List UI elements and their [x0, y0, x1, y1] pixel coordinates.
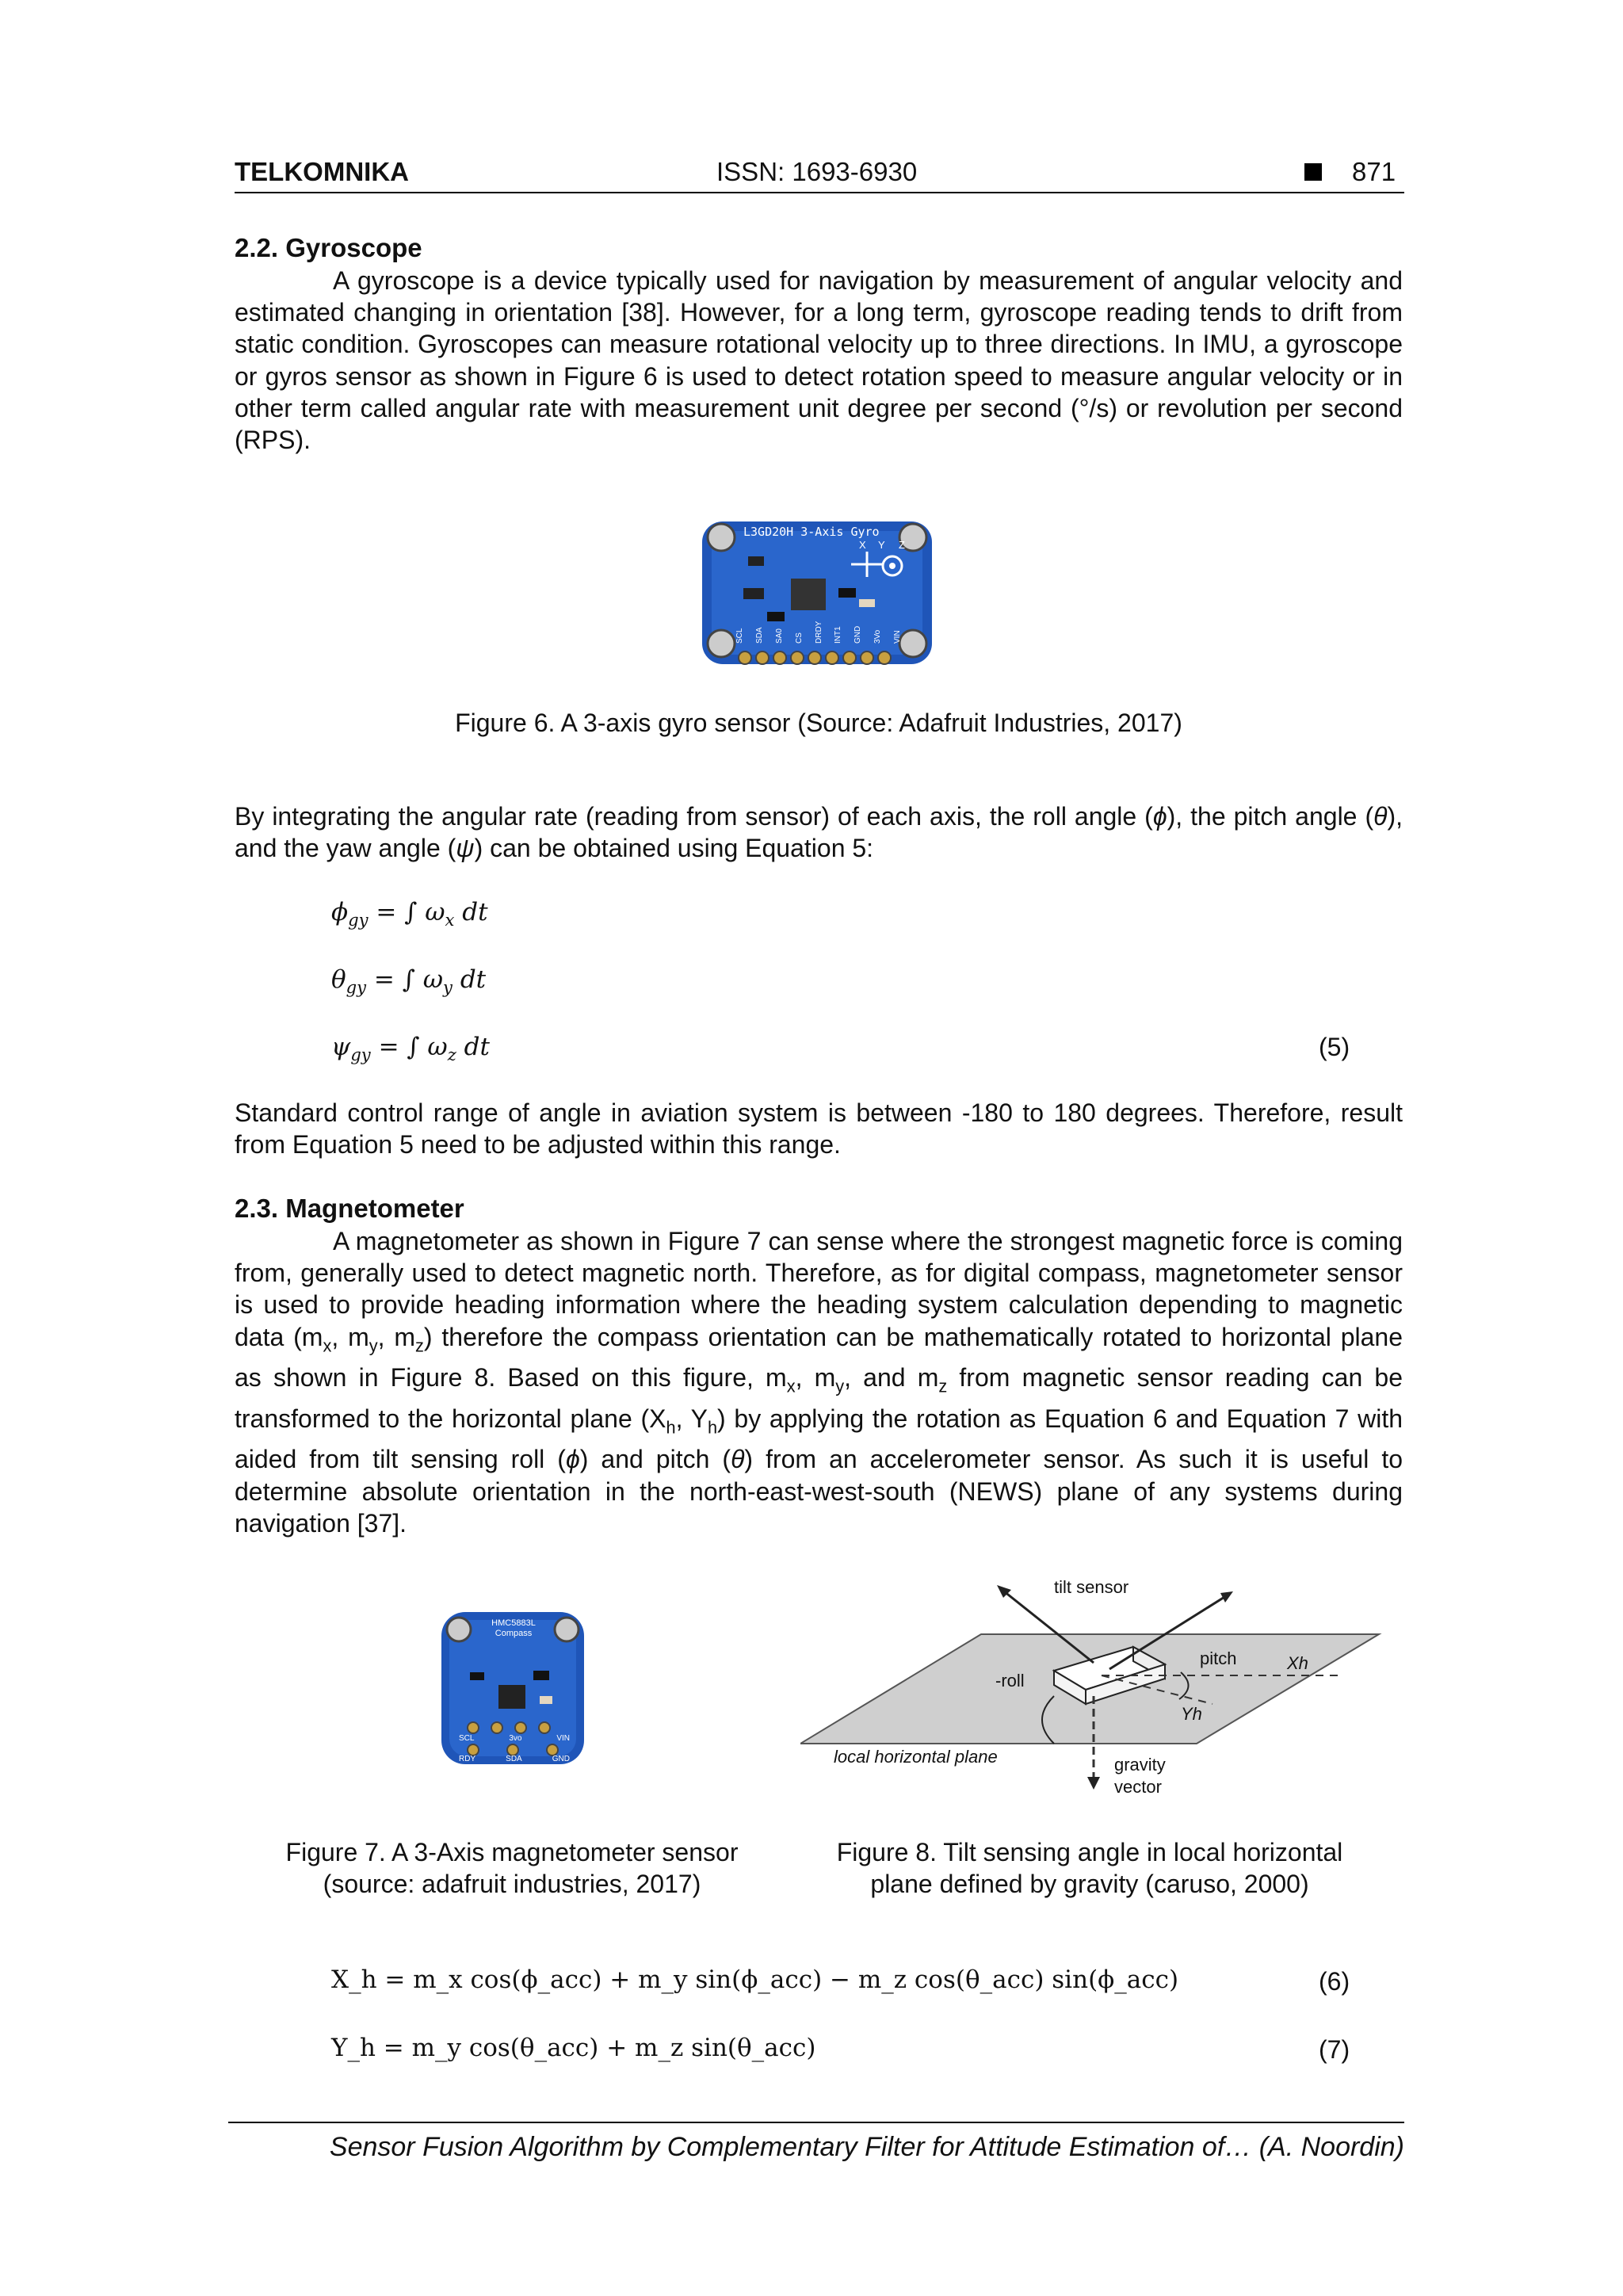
- eq-sub: gy: [348, 910, 369, 930]
- text-run: ) therefore the compass orientation can be mathematically rotated to horizontal plane as shown in Figure 8. Based on this figure, m: [235, 1322, 1403, 1392]
- gyro-pin-labels: [735, 620, 902, 644]
- text-run: ) by applying the rotation as Equation 6 and Equation 7 with aided from tilt sensing roll (: [235, 1404, 1403, 1474]
- pin-label: INT1: [834, 626, 843, 644]
- text-run: By integrating the angular rate (reading from sensor) of each axis, the roll angle (: [235, 802, 1153, 831]
- gyro-board-label: L3GD20H 3-Axis Gyro: [743, 525, 880, 539]
- theta-symbol: θ: [731, 1445, 745, 1474]
- equation-7-number: (7): [1319, 2035, 1350, 2064]
- pin-label: VIN: [893, 630, 902, 644]
- sub: h: [666, 1417, 676, 1438]
- text-run: , m: [377, 1322, 416, 1351]
- mag-top-pin-labels: [459, 1734, 570, 1743]
- phi-symbol: ϕ: [1152, 802, 1167, 831]
- tilt-sensor-label: tilt sensor: [1054, 1577, 1129, 1597]
- figure-8-caption: [800, 1836, 1379, 1900]
- text-run: ), and the yaw angle (: [235, 802, 1403, 863]
- page-header: [235, 155, 1404, 193]
- square-bullet-icon: [1304, 163, 1322, 181]
- page-number: 871: [1352, 157, 1396, 186]
- axis-y-label: Y: [878, 539, 885, 551]
- figure-7-caption-line-2: (source: adafruit industries, 2017): [323, 1870, 701, 1898]
- text-run: ) can be obtained using Equation 5:: [474, 834, 874, 863]
- text-run: ), the pitch angle (: [1167, 802, 1374, 831]
- eq-sub: z: [447, 1045, 456, 1065]
- pin-label: CS: [794, 632, 804, 644]
- pin-label: SDA: [506, 1755, 522, 1763]
- sub: y: [369, 1335, 378, 1355]
- figure-8-caption-line-1: Figure 8. Tilt sensing angle in local horizontal: [836, 1838, 1343, 1866]
- eq-term: dt: [452, 965, 487, 994]
- figure-6-caption: Figure 6. A 3-axis gyro sensor (Source: Adafruit Industries, 2017): [455, 709, 1182, 737]
- figure-7-caption-line-1: Figure 7. A 3-Axis magnetometer sensor: [285, 1838, 739, 1866]
- pin-label: SA0: [774, 628, 784, 644]
- gravity-label: gravity: [1114, 1755, 1166, 1775]
- axis-z-label: Z: [899, 539, 905, 551]
- pin-label: SCL: [735, 628, 744, 644]
- eq-term: = ∫ ω: [370, 1033, 448, 1061]
- equation-5-line-1: [331, 898, 488, 930]
- tilt-sensing-diagram: [800, 1577, 1387, 1815]
- figure-7-caption: [235, 1836, 789, 1900]
- eq-term: ϕ: [331, 898, 349, 926]
- text-run: , Y: [675, 1404, 708, 1433]
- text-run: , m: [795, 1363, 836, 1392]
- eq-sub: gy: [350, 1045, 371, 1065]
- psi-symbol: ψ: [456, 834, 475, 863]
- pin-label: RDY: [459, 1755, 476, 1763]
- pin-label: 3Vo: [873, 629, 883, 644]
- pin-label: 3vo: [509, 1734, 522, 1743]
- gyroscope-paragraph: A gyroscope is a device typically used for navigation by measurement of angular velocity and estimated changing in orientation [38]. However, for a long term, gyroscope reading tends to drift from static condition. Gyroscopes can measure rotational velocity up to three directions. In IMU, a gyroscope or gyros sensor as shown in Figure 6 is used to detect rotation speed to measure angular velocity or in other term called angular rate with measurement unit degree per second (°/s) or revolution per second (RPS).: [235, 266, 1403, 455]
- equation-5-line-2: [331, 965, 486, 997]
- yh-label: Yh: [1181, 1704, 1202, 1724]
- footer-divider: [228, 2122, 1404, 2123]
- axis-x-label: X: [859, 539, 866, 551]
- eq-sub: gy: [346, 977, 367, 998]
- magnetometer-sensor-image: [438, 1609, 587, 1767]
- equation-6-number: (6): [1319, 1967, 1350, 1996]
- equation-5-line-3: [331, 1033, 490, 1064]
- equation-5-number: (5): [1319, 1033, 1350, 1061]
- pin-label: SDA: [754, 627, 764, 644]
- sub: y: [835, 1376, 845, 1396]
- page-footer: Sensor Fusion Algorithm by Complementary Filter for Attitude Estimation of… (A. Noordin): [329, 2132, 1404, 2162]
- eq-term: = ∫ ω: [366, 965, 444, 994]
- xh-label: Xh: [1287, 1653, 1308, 1673]
- equation-6: X_h = m_x cos(ϕ_acc) + m_y sin(ϕ_acc) − m_z cos(θ_acc) sin(ϕ_acc): [331, 1966, 1179, 1994]
- text-run: ) and pitch (: [579, 1445, 731, 1474]
- mag-pin-labels: [459, 1755, 570, 1763]
- eq-term: = ∫ ω: [368, 898, 445, 926]
- text-run: ) from an accelerometer sensor. As such it is useful to determine absolute orientation in the north-east-west-south (NEWS) plane of any systems during navigation [37].: [235, 1445, 1403, 1538]
- pin-label: GND: [552, 1755, 570, 1763]
- phi-symbol: ϕ: [565, 1445, 580, 1474]
- sub: z: [938, 1376, 948, 1396]
- text-run: , and m: [844, 1363, 939, 1392]
- theta-symbol: θ: [1373, 802, 1388, 831]
- equation-7: Y_h = m_y cos(θ_acc) + m_z sin(θ_acc): [331, 2034, 816, 2062]
- roll-label: -roll: [995, 1671, 1025, 1690]
- pin-label: DRDY: [814, 621, 823, 644]
- text-run: A magnetometer as shown in Figure 7 can sense where the strongest magnetic force is coming from, generally used to detect magnetic north. Therefore, as for digital compass, magnetometer sensor is used to provide heading information where the heading system calculation depending to magnetic data (m: [235, 1227, 1403, 1351]
- pin-label: VIN: [556, 1734, 570, 1743]
- sub: x: [786, 1376, 796, 1396]
- plane-label: local horizontal plane: [834, 1747, 998, 1767]
- figure-8-caption-line-2: plane defined by gravity (caruso, 2000): [870, 1870, 1309, 1898]
- eq-term: ψ: [331, 1033, 351, 1061]
- pin-label: GND: [854, 625, 863, 644]
- eq-sub: y: [443, 977, 453, 998]
- eq-sub: x: [445, 910, 455, 930]
- integration-paragraph: [235, 800, 1403, 864]
- sub: x: [323, 1335, 332, 1355]
- eq-term: θ: [331, 965, 346, 994]
- text-run: from magnetic sensor reading can be transformed to the horizontal plane (X: [235, 1363, 1403, 1433]
- sub: h: [707, 1417, 718, 1438]
- range-paragraph: Standard control range of angle in aviation system is between -180 to 180 degrees. Therefore, result from Equation 5 need to be adjusted within this range.: [235, 1098, 1403, 1159]
- section-heading-gyroscope: 2.2. Gyroscope: [235, 233, 422, 262]
- magnetometer-board-label: HMC5883L Compass: [491, 1618, 536, 1638]
- pin-label: SCL: [459, 1734, 475, 1743]
- eq-term: dt: [456, 1033, 490, 1061]
- eq-term: dt: [454, 898, 488, 926]
- pitch-label: pitch: [1200, 1648, 1237, 1668]
- vector-label: vector: [1114, 1777, 1162, 1797]
- section-heading-magnetometer: 2.3. Magnetometer: [235, 1194, 464, 1223]
- gyro-sensor-image: [696, 517, 938, 675]
- issn: ISSN: 1693-6930: [716, 157, 918, 186]
- journal-name: TELKOMNIKA: [235, 157, 409, 186]
- text-run: , m: [331, 1322, 369, 1351]
- magnetometer-paragraph: [235, 1225, 1403, 1539]
- sub: z: [415, 1335, 424, 1355]
